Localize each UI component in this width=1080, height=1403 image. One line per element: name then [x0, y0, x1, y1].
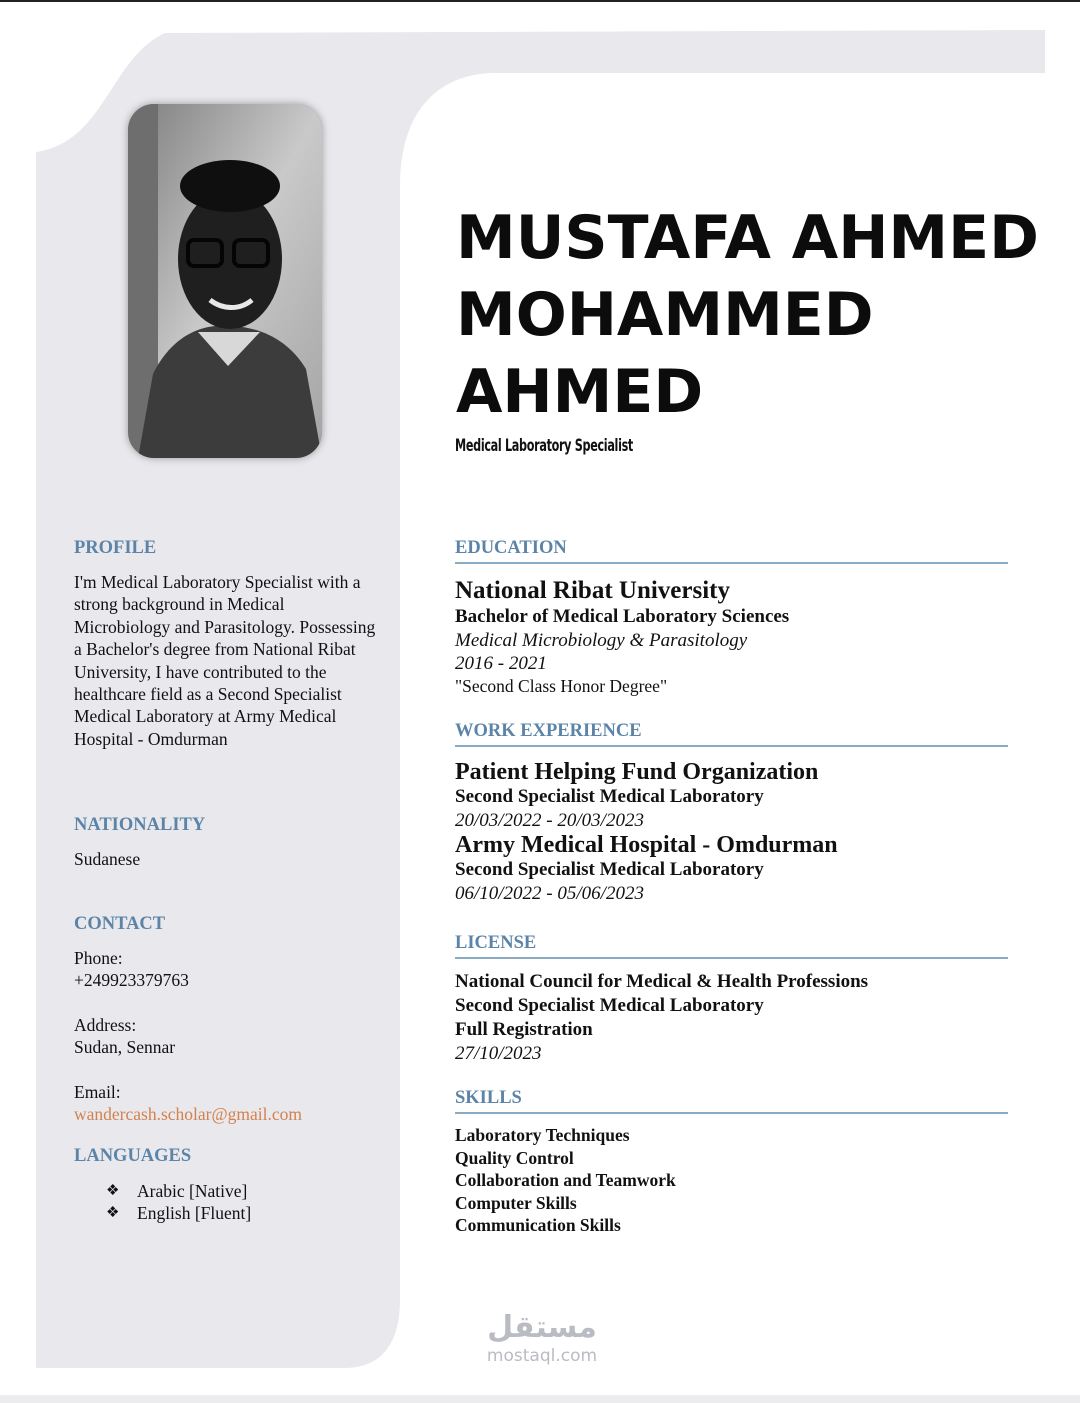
skills-list	[455, 1124, 1015, 1237]
job-title: Medical Laboratory Specialist	[455, 436, 633, 456]
phone-value: +249923379763	[74, 970, 189, 990]
skill-item: Quality Control	[455, 1147, 574, 1168]
watermark-latin: mostaql.com	[486, 1346, 598, 1366]
profile-heading: PROFILE	[74, 538, 157, 558]
license-registration: Full Registration	[455, 1019, 593, 1040]
skill-item: Laboratory Techniques	[455, 1125, 630, 1145]
job-dates: 20/03/2022 - 20/03/2023	[455, 810, 644, 831]
license-date: 27/10/2023	[455, 1043, 542, 1064]
job-dates: 06/10/2022 - 05/06/2023	[455, 883, 644, 904]
profile-photo	[128, 104, 322, 458]
job-org: Patient Helping Fund Organization	[455, 759, 819, 785]
education-institution: National Ribat University	[455, 577, 730, 604]
skill-item: Communication Skills	[455, 1215, 621, 1235]
skill-item: Collaboration and Teamwork	[455, 1170, 676, 1190]
job-role: Second Specialist Medical Laboratory	[455, 786, 764, 807]
education-block	[455, 577, 1015, 697]
diamond-bullet-icon: ❖	[106, 1205, 120, 1222]
profile-text: I'm Medical Laboratory Specialist with a strong background in Medical Microbiology and Parasitology. Possessing a Bachelor's degree from National Ribat University, I have contributed to the healthcare field as a Second Specialist Medical Laboratory at Army Medical Hospital - Omdurman	[74, 572, 376, 749]
address-value: Sudan, Sennar	[74, 1037, 176, 1057]
address-label: Address:	[74, 1015, 137, 1035]
skills-heading: SKILLS	[455, 1088, 1008, 1114]
language-item	[106, 1202, 251, 1224]
candidate-name	[456, 200, 1056, 431]
education-degree: Bachelor of Medical Laboratory Sciences	[455, 606, 790, 627]
job-role: Second Specialist Medical Laboratory	[455, 859, 764, 880]
license-heading: LICENSE	[455, 933, 1008, 959]
watermark-arabic: مستقل	[487, 1310, 597, 1345]
contact-heading: CONTACT	[74, 914, 166, 934]
nationality-value: Sudanese	[74, 849, 141, 869]
email-label: Email:	[74, 1082, 121, 1102]
education-heading: EDUCATION	[455, 538, 1008, 564]
license-body: National Council for Medical & Health Professions	[455, 971, 869, 992]
name-line-1: MUSTAFA AHMED	[456, 203, 1039, 273]
diamond-bullet-icon: ❖	[106, 1183, 120, 1199]
email-link[interactable]: wandercash.scholar@gmail.com	[74, 1104, 302, 1124]
skill-item: Computer Skills	[455, 1192, 577, 1213]
languages-heading: LANGUAGES	[74, 1146, 192, 1166]
work-heading: WORK EXPERIENCE	[455, 721, 1008, 747]
education-field: Medical Microbiology & Parasitology	[455, 630, 748, 651]
nationality-heading: NATIONALITY	[74, 815, 206, 835]
bottom-band	[0, 1395, 1080, 1403]
language-label: Arabic [Native]	[137, 1181, 248, 1201]
mostaql-watermark	[472, 1310, 612, 1366]
languages-list	[106, 1180, 251, 1225]
phone-label: Phone:	[74, 948, 123, 968]
job-org: Army Medical Hospital - Omdurman	[455, 832, 838, 858]
work-block	[455, 759, 1015, 905]
license-block	[455, 970, 1015, 1065]
license-grade: Second Specialist Medical Laboratory	[455, 995, 764, 1016]
name-line-2: MOHAMMED	[456, 280, 874, 350]
language-item	[106, 1180, 251, 1202]
language-label: English [Fluent]	[137, 1203, 252, 1224]
education-honor: "Second Class Honor Degree"	[455, 676, 668, 696]
education-years: 2016 - 2021	[455, 653, 547, 674]
name-line-3: AHMED	[456, 357, 704, 427]
